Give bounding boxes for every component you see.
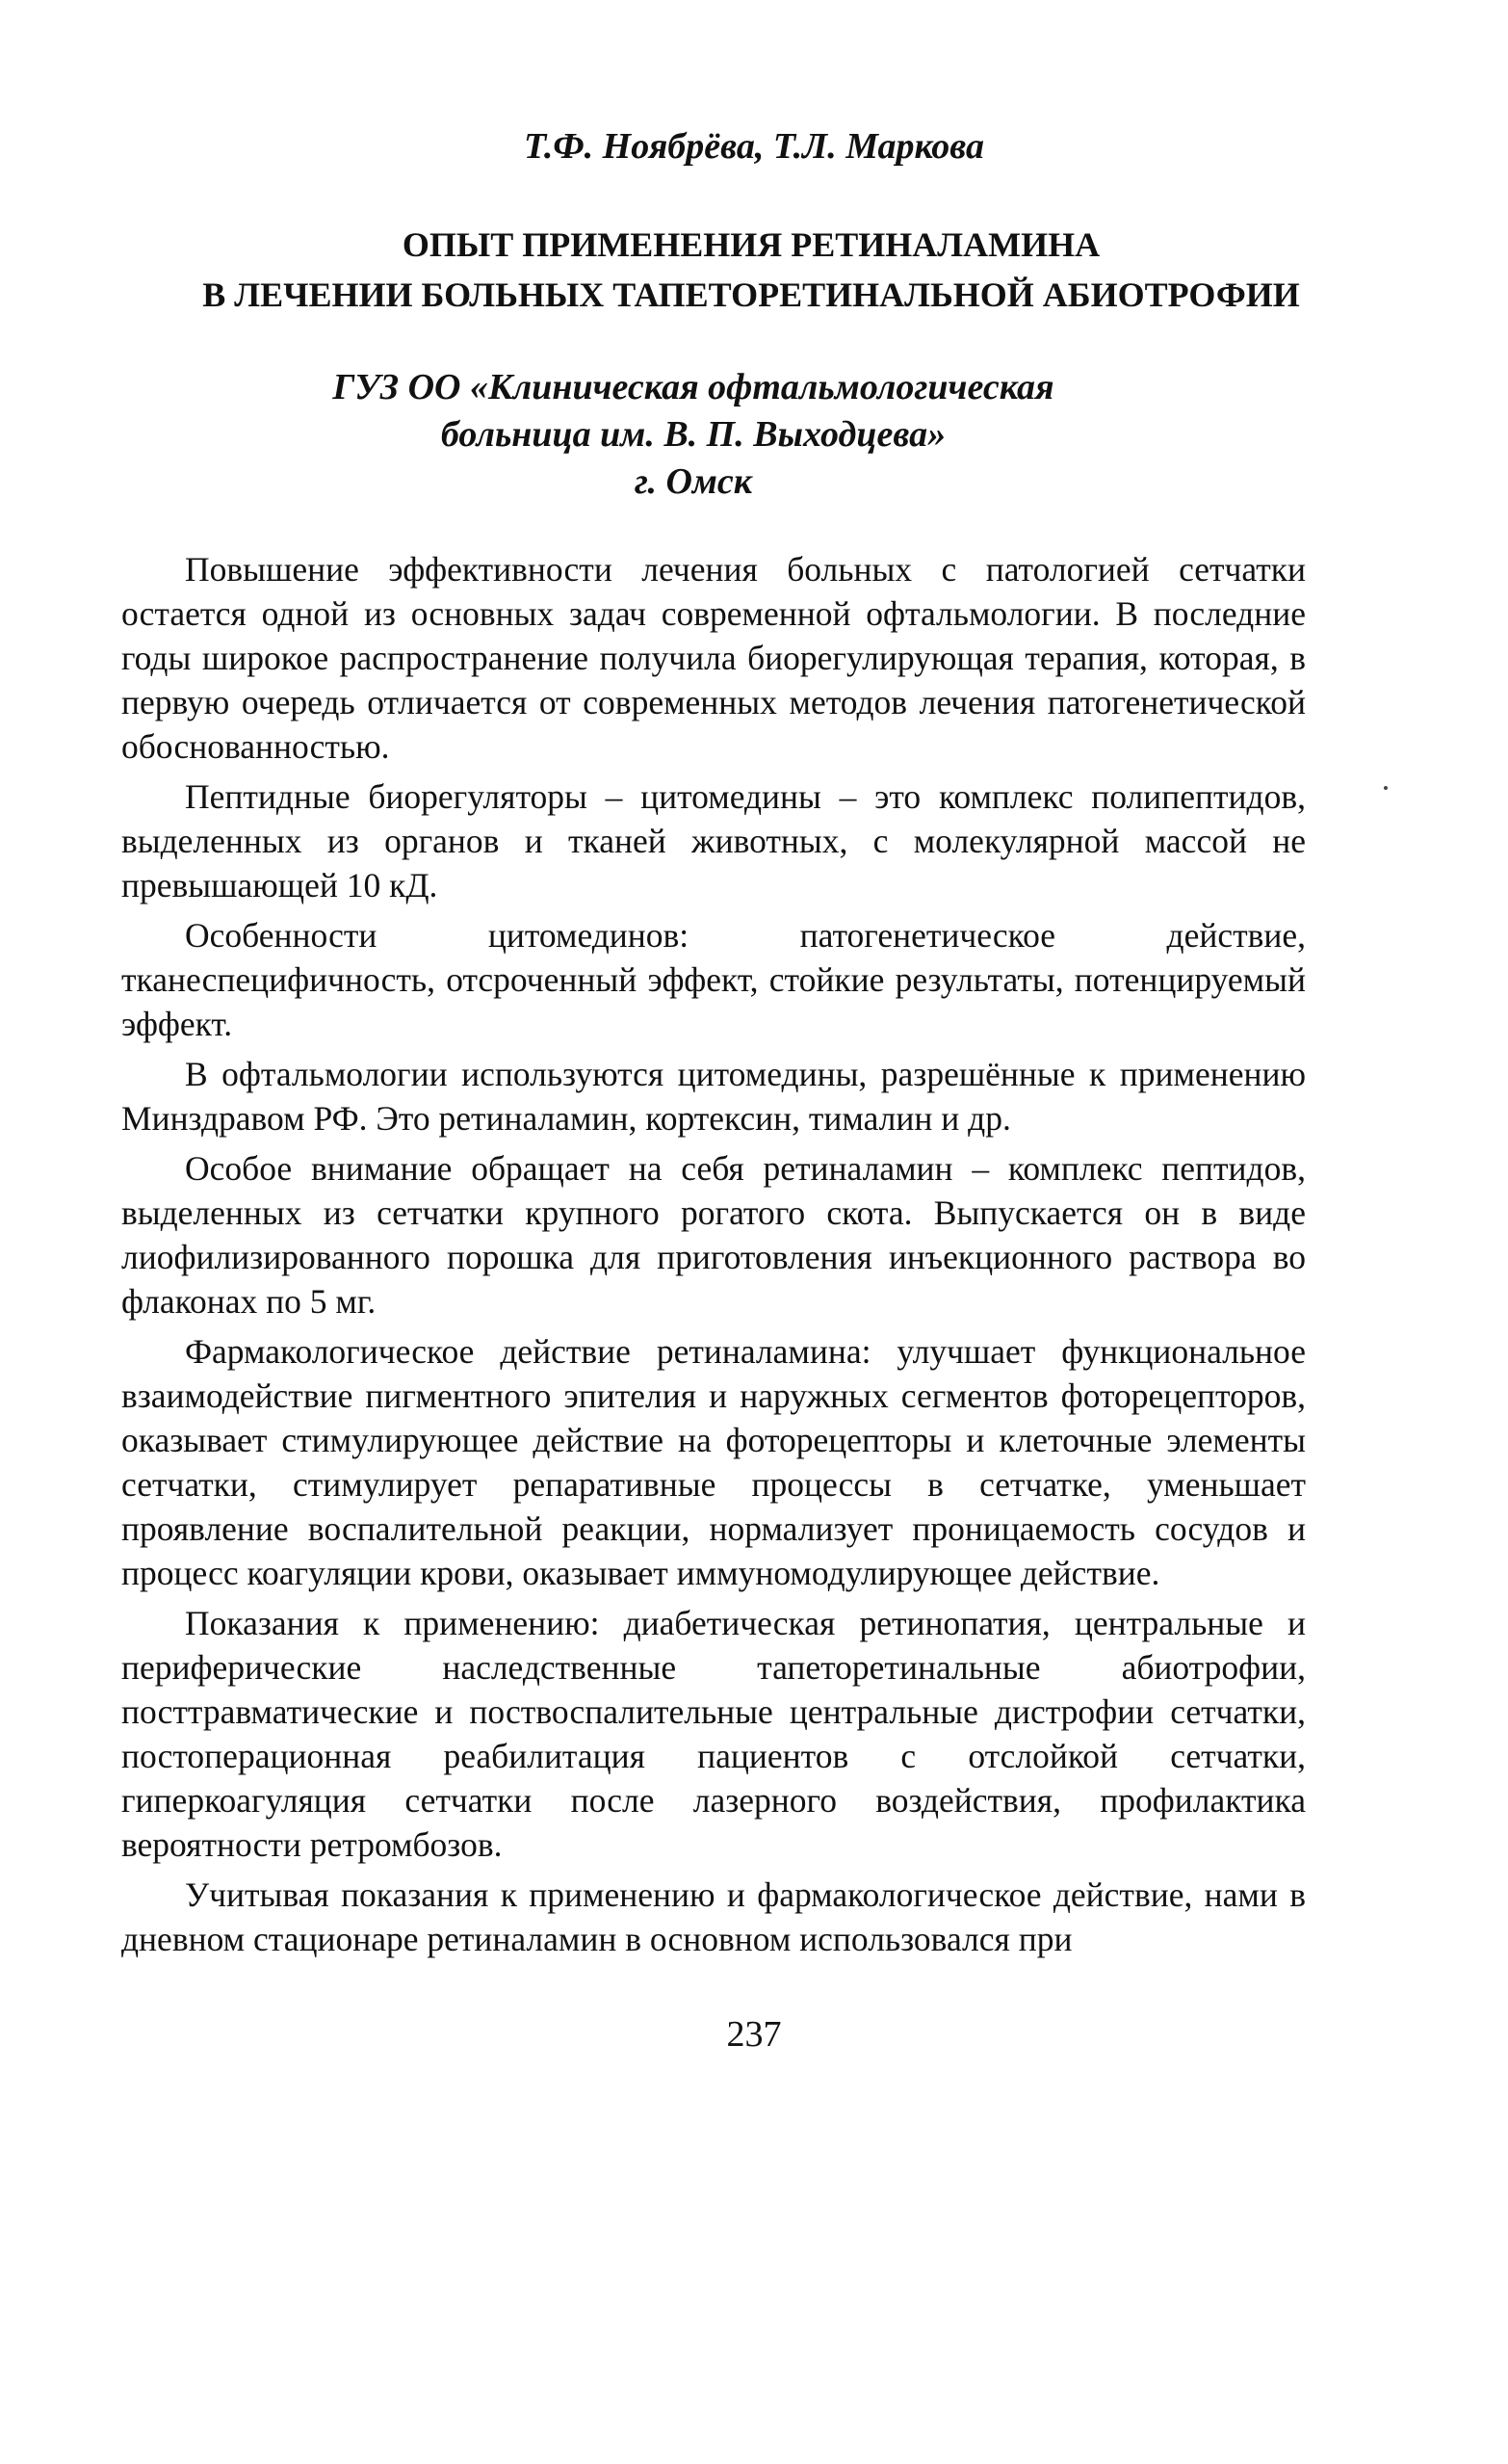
scan-speck xyxy=(1384,786,1388,790)
title-line-1: ОПЫТ ПРИМЕНЕНИЯ РЕТИНАЛАМИНА xyxy=(402,225,1101,264)
affiliation-line-1: ГУЗ ОО «Клиническая офтальмологическая xyxy=(332,367,1054,407)
article-body xyxy=(121,547,1306,1967)
body-paragraph-7: Показания к применению: диабетическая ретинопатия, центральные и периферические наследственные тапеторетинальные абиотрофии, посттравматические и поствоспалительные центральные дистрофии сетчатки, постоперационная реабилитация пациентов с отслойкой сетчатки, гиперкоагуляция сетчатки после лазерного воздействия, профилактика вероятности ретромбозов. xyxy=(121,1604,1306,1864)
body-paragraph-2: Пептидные биорегуляторы – цитомедины – это комплекс полипептидов, выделенных из органов и тканей животных, с молекулярной массой не превышающей 10 кД. xyxy=(121,777,1306,904)
page-number: 237 xyxy=(726,2014,782,2055)
authors-line: Т.Ф. Ноябрёва, Т.Л. Маркова xyxy=(524,126,984,167)
title-line-2: В ЛЕЧЕНИИ БОЛЬНЫХ ТАПЕТОРЕТИНАЛЬНОЙ АБИОТРОФИИ xyxy=(202,275,1300,314)
affiliation-city: г. Омск xyxy=(634,461,753,502)
body-paragraph-1: Повышение эффективности лечения больных с патологией сетчатки остается одной из основных задач современной офтальмологии. В последние годы широкое распространение получила биорегулирующая терапия, которая, в первую очередь отличается от современных методов лечения патогенетической обоснованностью. xyxy=(121,550,1306,766)
body-paragraph-4: В офтальмологии используются цитомедины, разрешённые к применению Минздравом РФ. Это ретиналамин, кортексин, тималин и др. xyxy=(121,1055,1306,1138)
body-paragraph-3: Особенности цитомединов: патогенетическое действие, тканеспецифичность, отсроченный эффект, стойкие результаты, потенцируемый эффект. xyxy=(121,916,1306,1043)
body-paragraph-8: Учитывая показания к применению и фармакологическое действие, нами в дневном стационаре ретиналамин в основном использовался при xyxy=(121,1875,1306,1958)
body-paragraph-5: Особое внимание обращает на себя ретиналамин – комплекс пептидов, выделенных из сетчатки крупного рогатого скота. Выпускается он в виде лиофилизированного порошка для приготовления инъекционного раствора во флаконах по 5 мг. xyxy=(121,1149,1306,1321)
affiliation xyxy=(193,364,1194,506)
affiliation-line-2: больница им. В. П. Выходцева» xyxy=(440,414,947,455)
body-paragraph-6: Фармакологическое действие ретиналамина: улучшает функциональное взаимодействие пигментного эпителия и наружных сегментов фоторецепторов, оказывает стимулирующее действие на фоторецепторы и клеточные элементы сетчатки, стимулирует репаративные процессы в сетчатке, уменьшает проявление воспалительной реакции, нормализует проницаемость сосудов и процесс коагуляции крови, оказывает иммуномодулирующее действие. xyxy=(121,1332,1306,1592)
article-title xyxy=(154,220,1348,320)
